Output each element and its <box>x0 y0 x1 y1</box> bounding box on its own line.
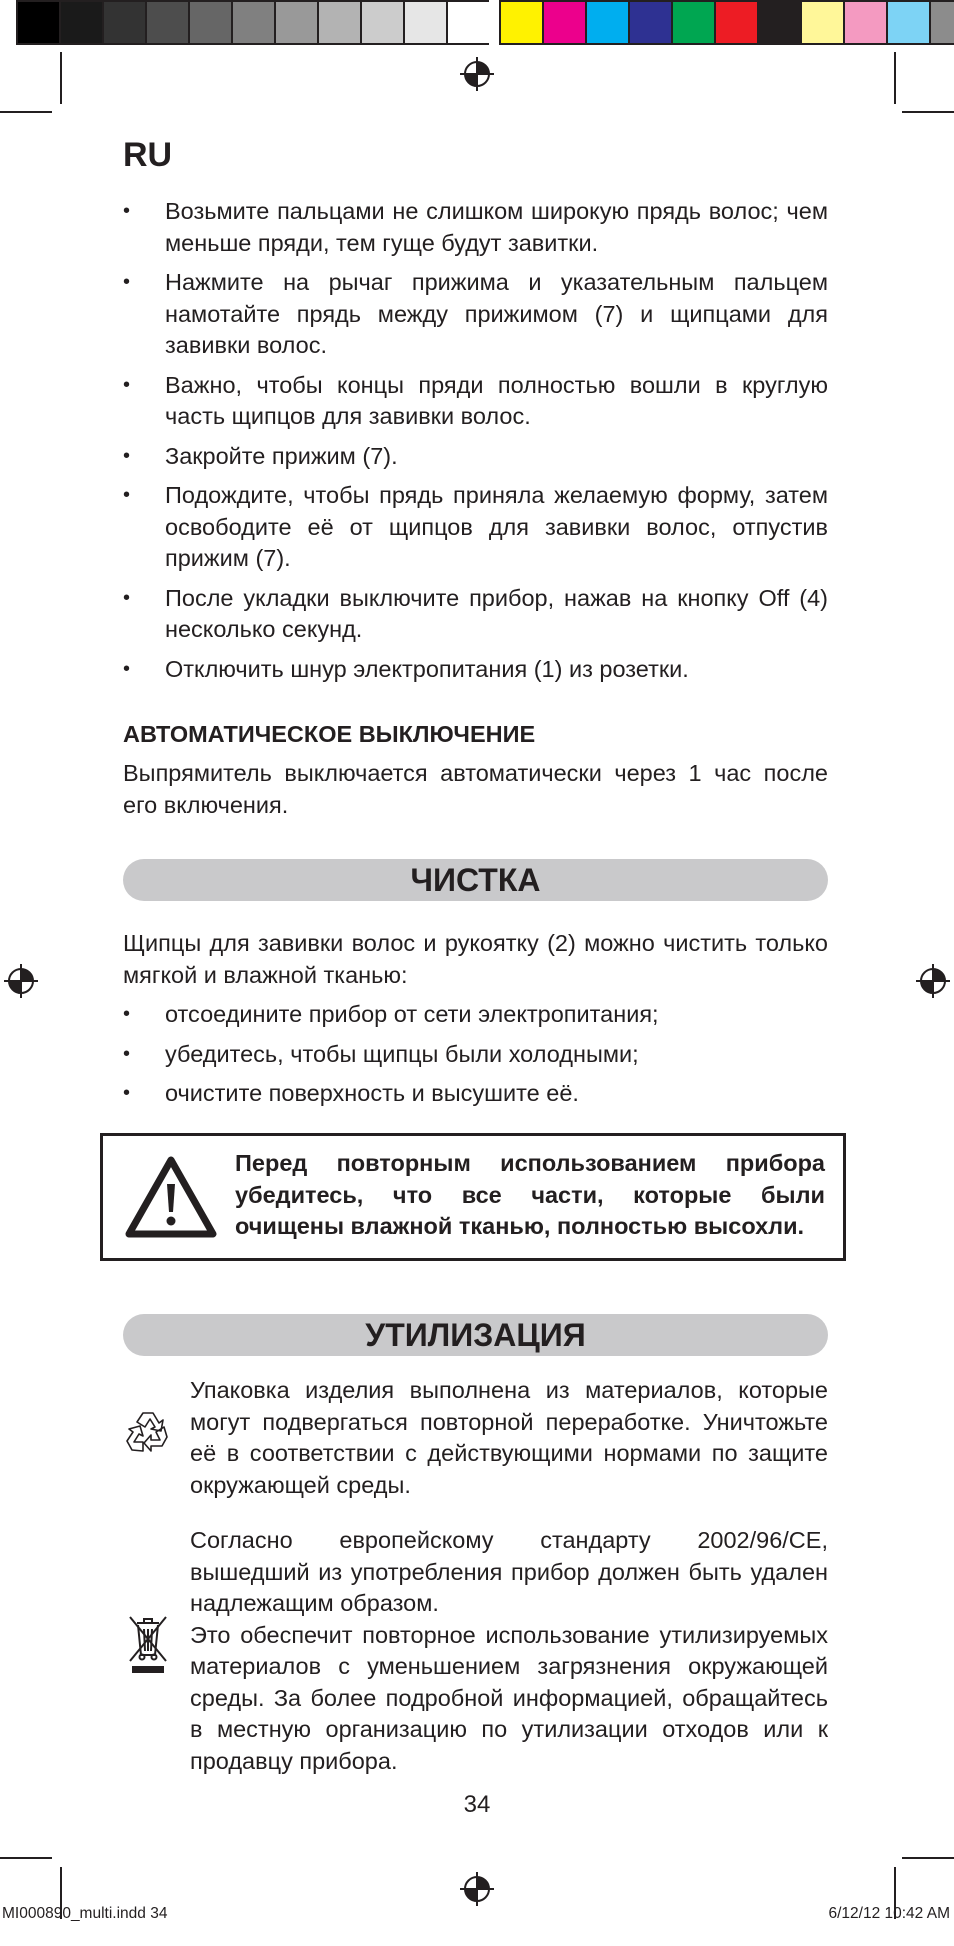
list-item: • убедитесь, чтобы щипцы были холодными; <box>123 1039 828 1071</box>
gray-swatch <box>274 0 317 45</box>
crop-mark <box>894 52 896 104</box>
gray-swatch <box>231 0 274 45</box>
list-item: • После укладки выключите прибор, нажав на кнопку Off (4) несколько секунд. <box>123 583 828 646</box>
color-swatch <box>542 0 585 45</box>
crop-mark <box>0 1857 52 1859</box>
gray-swatch <box>360 0 403 45</box>
weee-text-2: Это обеспечит повторное использование утилизируемых материалов с уменьшением загрязнения окружающей среды. За более подробной информацией, обращайтесь в местную организацию по утилизации отходов или к продавцу прибора. <box>190 1621 828 1774</box>
footer-file-info: MI000890_multi.indd 34 <box>2 1905 168 1922</box>
language-heading: RU <box>123 136 173 174</box>
gray-swatch <box>145 0 188 45</box>
instructions-section <box>123 196 828 693</box>
registration-mark-icon <box>916 964 950 998</box>
auto-off-section <box>123 719 828 821</box>
gray-swatch <box>317 0 360 45</box>
instruction-list <box>123 196 828 685</box>
packaging-text: Упаковка изделия выполнена из материалов, которые могут подвергаться повторной переработке. Уничтожьте её в соответствии с действующими нормами по защите окружающей среды. <box>190 1377 828 1498</box>
footer-date-info: 6/12/12 10:42 AM <box>828 1905 950 1922</box>
color-swatch <box>929 0 954 45</box>
color-swatch <box>585 0 628 45</box>
color-swatch <box>886 0 929 45</box>
list-item: • отсоедините прибор от сети электропитания; <box>123 999 828 1031</box>
list-item: • Закройте прижим (7). <box>123 441 828 473</box>
registration-mark-icon <box>4 964 38 998</box>
disposal-section <box>190 1375 828 1777</box>
cleaning-section <box>123 928 828 1118</box>
warning-box <box>100 1133 846 1261</box>
crop-mark <box>902 1857 954 1859</box>
color-swatch <box>714 0 757 45</box>
color-swatch <box>800 0 843 45</box>
color-calibration-bar <box>16 0 954 45</box>
warning-triangle-icon <box>123 1154 219 1240</box>
recycle-icon <box>123 1407 173 1457</box>
page-number: 34 <box>463 1791 491 1818</box>
weee-text-1: Согласно европейскому стандарту 2002/96/CE, вышедший из употребления прибор должен быть удален надлежащим образом. <box>190 1527 828 1616</box>
list-item: • очистите поверхность и высушите её. <box>123 1078 828 1110</box>
color-swatch <box>628 0 671 45</box>
cleaning-intro: Щипцы для завивки волос и рукоятку (2) можно чистить только мягкой и влажной тканью: <box>123 930 828 988</box>
gray-swatch <box>403 0 446 45</box>
registration-mark-icon <box>460 57 494 91</box>
color-swatch <box>499 0 542 45</box>
list-item: • Нажмите на рычаг прижима и указательным пальцем намотайте прядь между прижимом (7) и щипцами для завивки волос. <box>123 267 828 362</box>
list-item: • Важно, чтобы концы пряди полностью вошли в круглую часть щипцов для завивки волос. <box>123 370 828 433</box>
crop-mark <box>0 111 52 113</box>
cleaning-steps <box>123 999 828 1110</box>
color-swatch <box>757 0 800 45</box>
list-item: • Отключить шнур электропитания (1) из розетки. <box>123 654 828 686</box>
list-item: • Подождите, чтобы прядь приняла желаемую форму, затем освободите её от щипцов для завивки волос, отпустив прижим (7). <box>123 480 828 575</box>
disposal-heading: УТИЛИЗАЦИЯ <box>123 1314 828 1356</box>
crossed-bin-icon <box>125 1611 171 1675</box>
crop-mark <box>902 111 954 113</box>
gray-swatch <box>102 0 145 45</box>
color-swatch <box>843 0 886 45</box>
gray-swatch <box>16 0 59 45</box>
auto-off-heading: АВТОМАТИЧЕСКОЕ ВЫКЛЮЧЕНИЕ <box>123 721 536 747</box>
gray-swatch <box>188 0 231 45</box>
auto-off-text: Выпрямитель выключается автоматически через 1 час после его включения. <box>123 760 828 818</box>
cleaning-heading: ЧИСТКА <box>123 859 828 901</box>
gray-swatch <box>446 0 489 45</box>
gray-swatch <box>59 0 102 45</box>
color-swatch <box>671 0 714 45</box>
crop-mark <box>60 52 62 104</box>
list-item: • Возьмите пальцами не слишком широкую прядь волос; чем меньше пряди, тем гуще будут завитки. <box>123 196 828 259</box>
registration-mark-icon <box>460 1872 494 1906</box>
warning-text: Перед повторным использованием прибора убедитесь, что все части, которые были очищены влажной тканью, полностью высохли. <box>235 1150 825 1239</box>
